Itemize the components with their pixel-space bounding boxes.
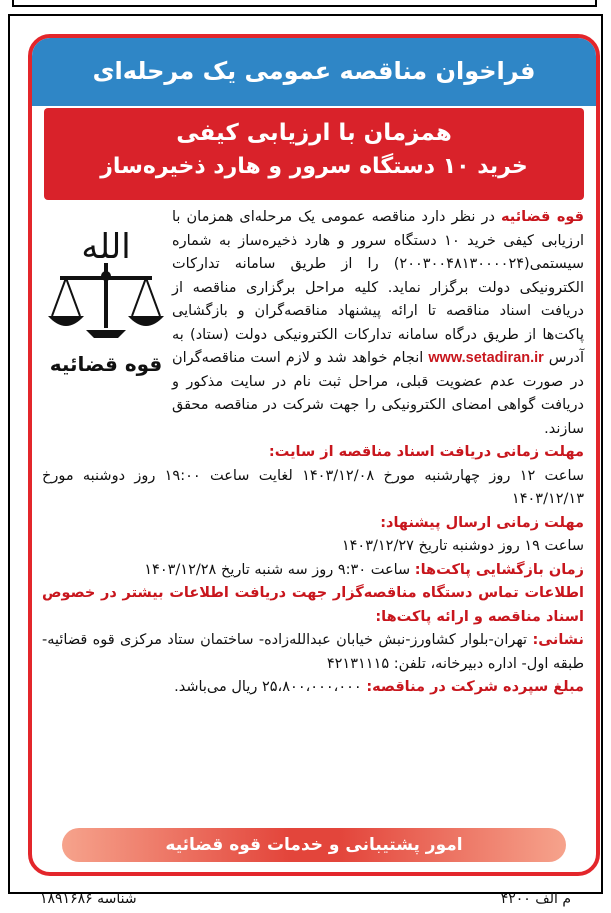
announcement-card: [28, 34, 600, 876]
contact-label: اطلاعات تماس دستگاه مناقصه‌گزار جهت دریافت اطلاعات بیشتر در خصوص اسناد مناقصه و ارائه پاکت‌ها:: [42, 585, 584, 625]
address: [42, 629, 584, 676]
intro-text-end: انجام خواهد شد و لازم است مناقصه‌گران در صورت عدم عضویت قبلی، مراحل ثبت نام در سایت مذکور و دریافت گواهی امضای الکترونیکی را جهت شرکت در مناقصه محقق سازند.: [172, 350, 584, 437]
docs-deadline-label: مهلت زمانی دریافت اسناد مناقصه از سایت:: [268, 444, 584, 460]
opening-time: [42, 559, 584, 583]
intro-text: در نظر دارد مناقصه عمومی یک مرحله‌ای همزمان با ارزیابی کیفی خرید ۱۰ دستگاه سرور و هارد ذخیره‌ساز به شماره سیستمی(۲۰۰۳۰۰۴۸۱۳۰۰۰۰۲۴) را از طریق سامانه تدارکات الکترونیکی دولت برگزار نماید. کلیه مراحل برگزاری مناقصه از دریافت اسناد مناقصه تا ارائه پیشنهاد مناقصه‌گران و بازگشایی پاکت‌ها از طریق درگاه سامانه تدارکات الکترونیکی دولت (ستاد) به آدرس: [172, 209, 584, 366]
ad-frame: [8, 14, 603, 907]
ad-id: شناسه ۱۸۹۱۶۸۶: [40, 891, 137, 907]
emblem-label: قوه قضائیه: [49, 352, 163, 376]
deposit-value: ۲۵،۸۰۰،۰۰۰،۰۰۰ ریال می‌باشد.: [174, 679, 367, 695]
deposit: [42, 676, 584, 700]
deposit-label: مبلغ سپرده شرکت در مناقصه:: [366, 679, 584, 695]
announcement-subtitle: [44, 108, 584, 200]
subtitle-line-1: همزمان با ارزیابی کیفی: [176, 120, 452, 146]
svg-text:الله: الله: [81, 227, 131, 267]
docs-deadline-value: ساعت ۱۲ روز چهارشنبه مورخ ۱۴۰۳/۱۲/۰۸ لغایت ساعت ۱۹:۰۰ روز دوشنبه مورخ ۱۴۰۳/۱۲/۱۳: [42, 467, 585, 507]
department-banner: امور پشتیبانی و خدمات قوه قضائیه: [62, 828, 566, 862]
opening-label: زمان بازگشایی پاکت‌ها:: [414, 561, 584, 578]
announcement-body: [42, 206, 584, 700]
setad-link[interactable]: www.setadiran.ir: [428, 350, 544, 366]
bid-deadline-label: مهلت زمانی ارسال پیشنهاد:: [380, 514, 584, 531]
bid-deadline-value: ساعت ۱۹ روز دوشنبه تاریخ ۱۴۰۳/۱۲/۲۷: [341, 538, 584, 554]
address-value: تهران-بلوار کشاورز-نبش خیابان عبدالله‌زاده- ساختمان ستاد مرکزی قوه قضائیه- طبقه اول- اداره دبیرخانه، تلفن: ۴۲۱۳۱۱۱۵: [42, 632, 584, 672]
subtitle-line-2: خرید ۱۰ دستگاه سرور و هارد ذخیره‌ساز: [100, 154, 528, 179]
top-rule: [12, 0, 597, 7]
address-label: نشانی:: [532, 632, 584, 648]
ad-code: م الف ۴۲۰۰: [500, 891, 571, 907]
org-name: قوه قضائیه: [500, 209, 584, 225]
announcement-title: فراخوان مناقصه عمومی یک مرحله‌ای: [32, 38, 596, 106]
opening-value: ساعت ۹:۳۰ روز سه شنبه تاریخ ۱۴۰۳/۱۲/۲۸: [144, 561, 415, 578]
ad-reference: [40, 891, 571, 907]
